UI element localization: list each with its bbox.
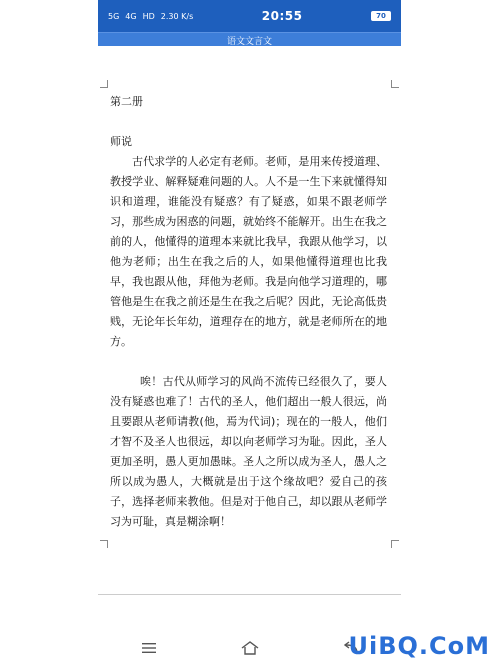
- signal-hd: HD: [142, 11, 155, 21]
- app-title-bar: [98, 32, 401, 47]
- bottom-divider: [98, 594, 401, 595]
- battery-icon: 70: [371, 11, 391, 21]
- signal-4g: 4G: [125, 11, 137, 21]
- signal-5g: 5G: [108, 11, 120, 21]
- paragraph-1: 古代求学的人必定有老师。老师，是用来传授道理、教授学业、解释疑难问题的人。人不是一生下来就懂得知识和道理，谁能没有疑惑？有了疑惑，如果不跟老师学习，那些成为困惑的问题，就始终不能解开。出生在我之前的人，他懂得的道理本来就比我早，我跟从他学习，以他为老师；出生在我之后的人，如果他懂得道理也比我早，我也跟从他，拜他为老师。我是向他学习道理的，哪管他是生在我之前还是生在我之后呢？因此，无论高低贵贱，无论年长年幼，道理存在的地方，就是老师所在的地方。: [110, 155, 387, 348]
- menu-button[interactable]: [134, 638, 164, 658]
- status-indicators: [108, 12, 193, 21]
- home-icon: [241, 641, 259, 655]
- book-heading: 第二册: [110, 95, 143, 108]
- home-button[interactable]: [235, 638, 265, 658]
- status-bar: [98, 0, 401, 32]
- site-watermark: UiBQ.CoM: [348, 632, 490, 660]
- app-title: 语文文言文: [226, 36, 272, 47]
- menu-icon: [142, 642, 156, 654]
- phone-screen: [98, 0, 401, 666]
- status-time: 20:55: [261, 9, 303, 23]
- page-corner-mark-top-left: [100, 80, 108, 88]
- paragraph-gap: [110, 352, 387, 372]
- network-speed: 2.30 K/s: [160, 11, 194, 21]
- document-body: [110, 92, 387, 532]
- document-page[interactable]: [98, 46, 401, 594]
- page-corner-mark-bottom-left: [100, 540, 108, 548]
- page-corner-mark-top-right: [391, 80, 399, 88]
- page-corner-mark-bottom-right: [391, 540, 399, 548]
- article-title: 师说: [110, 135, 132, 148]
- paragraph-2: 唉！古代从师学习的风尚不流传已经很久了，要人没有疑惑也难了！古代的圣人，他们超出一般人很远，尚且要跟从老师请教(他，焉为代词)；现在的一般人，他们才智不及圣人也很远，却以向老师学习为耻。因此，圣人更加圣明，愚人更加愚昧。圣人之所以成为圣人，愚人之所以成为愚人，大概就是出于这个缘故吧？爱自己的孩子，选择老师来教他。但是对于他自己，却以跟从老师学习为可耻，真是糊涂啊！: [110, 375, 387, 528]
